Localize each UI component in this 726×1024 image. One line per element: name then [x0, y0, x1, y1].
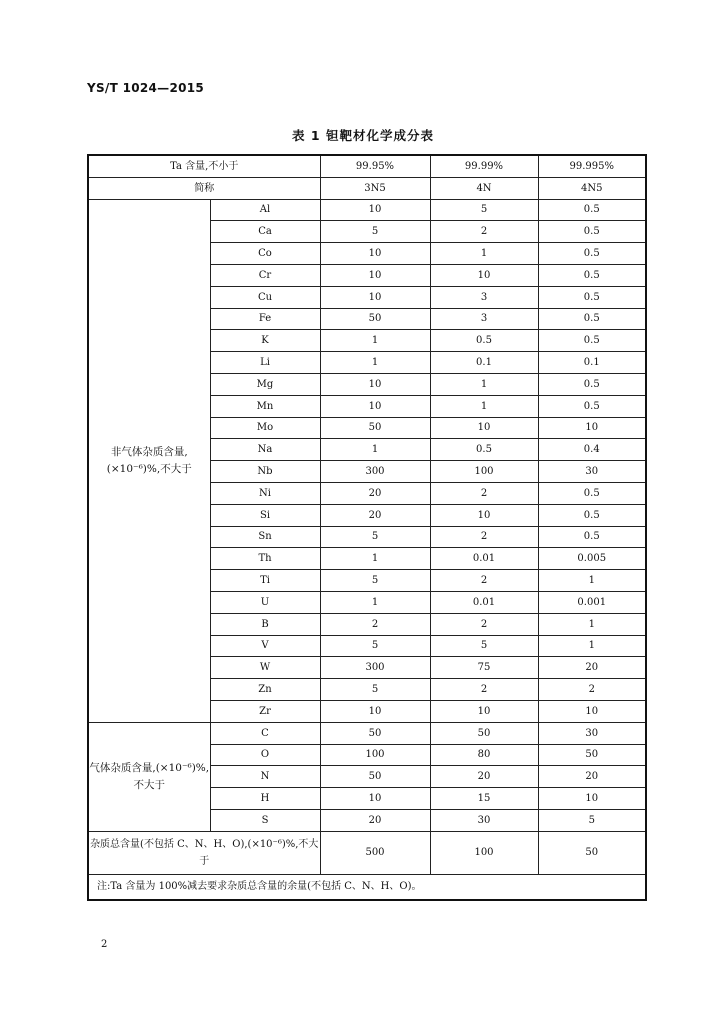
element-symbol-cell: Si	[210, 504, 320, 526]
value-cell: 10	[320, 395, 430, 417]
value-cell: 0.01	[430, 591, 538, 613]
value-cell: 5	[320, 679, 430, 701]
element-symbol-cell: O	[210, 744, 320, 766]
element-symbol-cell: Li	[210, 352, 320, 374]
table-row	[88, 722, 646, 744]
value-cell: 2	[430, 221, 538, 243]
element-symbol-cell: Th	[210, 548, 320, 570]
value-cell: 50	[320, 766, 430, 788]
value-cell: 0.5	[538, 395, 646, 417]
value-cell: 2	[430, 570, 538, 592]
value-cell: 300	[320, 657, 430, 679]
table-row	[88, 199, 646, 221]
value-cell: 1	[538, 613, 646, 635]
element-symbol-cell: Cr	[210, 264, 320, 286]
gas-impurity-label: 气体杂质含量,(×10⁻⁶)%,不大于	[88, 722, 210, 831]
ta-content-label: Ta 含量,不小于	[88, 155, 320, 177]
value-cell: 50	[320, 722, 430, 744]
element-symbol-cell: Mo	[210, 417, 320, 439]
value-cell: 20	[320, 809, 430, 831]
element-symbol-cell: Fe	[210, 308, 320, 330]
value-cell: 100	[320, 744, 430, 766]
total-impurity-label: 杂质总含量(不包括 C、N、H、O),(×10⁻⁶)%,不大于	[88, 831, 320, 874]
value-cell: 2	[430, 679, 538, 701]
value-cell: 10	[430, 264, 538, 286]
value-cell: 0.5	[538, 482, 646, 504]
value-cell: 10	[430, 417, 538, 439]
value-cell: 30	[538, 461, 646, 483]
value-cell: 0.01	[430, 548, 538, 570]
value-cell: 2	[538, 679, 646, 701]
value-cell: 30	[538, 722, 646, 744]
value-cell: 300	[320, 461, 430, 483]
value-cell: 2	[430, 613, 538, 635]
value-cell: 20	[430, 766, 538, 788]
element-symbol-cell: S	[210, 809, 320, 831]
value-cell: 50	[320, 417, 430, 439]
value-cell: 10	[430, 700, 538, 722]
value-cell: 2	[320, 613, 430, 635]
value-cell: 100	[430, 461, 538, 483]
total-impurity-row	[88, 831, 646, 874]
value-cell: 1	[320, 591, 430, 613]
total-value-cell: 50	[538, 831, 646, 874]
value-cell: 1	[320, 548, 430, 570]
value-cell: 10	[320, 373, 430, 395]
ta-value-cell: 99.95%	[320, 155, 430, 177]
value-cell: 1	[538, 570, 646, 592]
element-symbol-cell: C	[210, 722, 320, 744]
element-symbol-cell: H	[210, 788, 320, 810]
value-cell: 1	[320, 352, 430, 374]
value-cell: 3	[430, 308, 538, 330]
value-cell: 10	[320, 264, 430, 286]
ta-content-row	[88, 155, 646, 177]
ta-value-cell: 99.99%	[430, 155, 538, 177]
value-cell: 0.5	[430, 330, 538, 352]
value-cell: 10	[538, 700, 646, 722]
element-symbol-cell: U	[210, 591, 320, 613]
value-cell: 0.001	[538, 591, 646, 613]
value-cell: 1	[320, 330, 430, 352]
element-symbol-cell: Co	[210, 243, 320, 265]
element-symbol-cell: Ni	[210, 482, 320, 504]
element-symbol-cell: Sn	[210, 526, 320, 548]
value-cell: 0.5	[538, 264, 646, 286]
total-value-cell: 100	[430, 831, 538, 874]
table-title: 表 1 钽靶材化学成分表	[292, 128, 434, 143]
value-cell: 0.5	[538, 308, 646, 330]
value-cell: 1	[430, 243, 538, 265]
value-cell: 20	[538, 657, 646, 679]
value-cell: 0.1	[430, 352, 538, 374]
element-symbol-cell: K	[210, 330, 320, 352]
value-cell: 80	[430, 744, 538, 766]
value-cell: 50	[320, 308, 430, 330]
element-symbol-cell: Mn	[210, 395, 320, 417]
page-number: 2	[101, 939, 108, 950]
composition-table	[87, 154, 647, 901]
value-cell: 30	[430, 809, 538, 831]
value-cell: 20	[538, 766, 646, 788]
element-symbol-cell: Nb	[210, 461, 320, 483]
value-cell: 5	[320, 221, 430, 243]
value-cell: 10	[320, 199, 430, 221]
table-note: 注:Ta 含量为 100%减去要求杂质总含量的余量(不包括 C、N、H、O)。	[88, 874, 646, 900]
element-symbol-cell: Ti	[210, 570, 320, 592]
note-row	[88, 874, 646, 900]
element-symbol-cell: Na	[210, 439, 320, 461]
value-cell: 0.5	[538, 373, 646, 395]
element-symbol-cell: W	[210, 657, 320, 679]
value-cell: 10	[430, 504, 538, 526]
value-cell: 10	[320, 700, 430, 722]
value-cell: 75	[430, 657, 538, 679]
value-cell: 0.5	[538, 243, 646, 265]
value-cell: 2	[430, 482, 538, 504]
element-symbol-cell: N	[210, 766, 320, 788]
element-symbol-cell: Mg	[210, 373, 320, 395]
value-cell: 0.5	[538, 526, 646, 548]
value-cell: 0.5	[538, 221, 646, 243]
abbrev-cell: 4N5	[538, 177, 646, 199]
element-symbol-cell: Zr	[210, 700, 320, 722]
value-cell: 10	[320, 243, 430, 265]
value-cell: 10	[538, 788, 646, 810]
element-symbol-cell: Cu	[210, 286, 320, 308]
value-cell: 50	[430, 722, 538, 744]
value-cell: 5	[430, 635, 538, 657]
value-cell: 3	[430, 286, 538, 308]
value-cell: 1	[538, 635, 646, 657]
standard-code: YS/T 1024—2015	[87, 81, 205, 95]
abbrev-cell: 3N5	[320, 177, 430, 199]
abbrev-label: 简称	[88, 177, 320, 199]
value-cell: 50	[538, 744, 646, 766]
value-cell: 10	[320, 286, 430, 308]
value-cell: 20	[320, 482, 430, 504]
value-cell: 15	[430, 788, 538, 810]
value-cell: 0.5	[538, 199, 646, 221]
element-symbol-cell: B	[210, 613, 320, 635]
value-cell: 0.4	[538, 439, 646, 461]
value-cell: 1	[430, 373, 538, 395]
value-cell: 5	[320, 570, 430, 592]
value-cell: 2	[430, 526, 538, 548]
value-cell: 0.5	[430, 439, 538, 461]
value-cell: 5	[538, 809, 646, 831]
abbrev-row	[88, 177, 646, 199]
value-cell: 1	[320, 439, 430, 461]
value-cell: 5	[430, 199, 538, 221]
value-cell: 10	[320, 788, 430, 810]
value-cell: 0.5	[538, 286, 646, 308]
value-cell: 0.5	[538, 330, 646, 352]
element-symbol-cell: Al	[210, 199, 320, 221]
element-symbol-cell: Zn	[210, 679, 320, 701]
value-cell: 0.005	[538, 548, 646, 570]
value-cell: 20	[320, 504, 430, 526]
value-cell: 0.5	[538, 504, 646, 526]
value-cell: 5	[320, 635, 430, 657]
total-value-cell: 500	[320, 831, 430, 874]
value-cell: 1	[430, 395, 538, 417]
value-cell: 10	[538, 417, 646, 439]
abbrev-cell: 4N	[430, 177, 538, 199]
value-cell: 5	[320, 526, 430, 548]
ta-value-cell: 99.995%	[538, 155, 646, 177]
element-symbol-cell: Ca	[210, 221, 320, 243]
non-gas-impurity-label: 非气体杂质含量,(×10⁻⁶)%,不大于	[88, 199, 210, 722]
element-symbol-cell: V	[210, 635, 320, 657]
value-cell: 0.1	[538, 352, 646, 374]
